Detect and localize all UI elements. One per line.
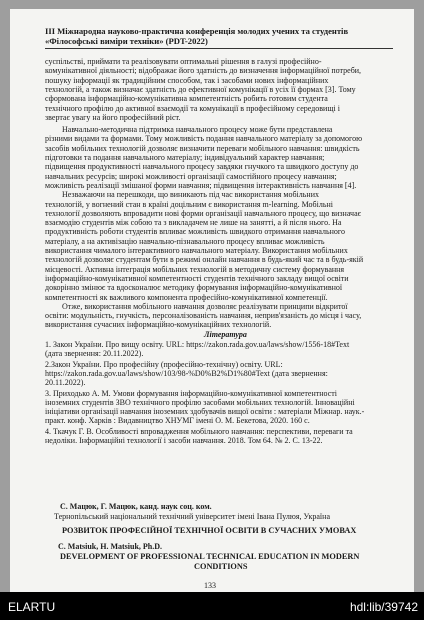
body-line: місцевості. Активна інтеграція мобільних технологій в методичну систему формування — [45, 264, 345, 274]
body-line: навчальних ресурсів; широкі можливості організації самостійного процесу навчання; — [45, 171, 337, 181]
article-title-en-line-2: CONDITIONS — [194, 562, 248, 571]
footer-right-handle: hdl:lib/39742 — [349, 600, 418, 614]
body-line: інформаційно-комунікативної компетентності студентів технічного закладу вищої освіти — [45, 273, 349, 283]
body-line: можливість реалізації змішаної форми навчання; підвищення інтерактивність навчання [4]. — [45, 180, 357, 190]
conference-header-line-2: «Філософські виміри техніки» (PDT-2022) — [45, 36, 208, 46]
reference-line: 2.Закон України. Про професійну (професійно-технічну) освіту. URL: — [45, 359, 283, 369]
reference-line: 20.11.2022). — [45, 378, 86, 388]
reference-line: недоліки. Інформаційні технології і засоби навчання. 2018. Том 64. № 2. С. 13-22. — [45, 436, 323, 445]
reference-line: ініціативи організації навчання іноземних здобувачів вищої освіти : матеріали Міжнар. наук.- — [45, 407, 365, 417]
body-line: використання сучасних інформаційно-комунікаційних технологій. — [45, 320, 272, 330]
body-line: підготовки та подання навчального матеріалу; індивідуальний характер навчання; — [45, 153, 325, 162]
author-line-ua: С. Мацюк, Г. Мацюк, канд. наук соц. ком. — [60, 502, 212, 511]
body-line: технологій, а також визначає здатність до ефективної комунікації в усіх її формах [3]. Тому — [45, 84, 356, 94]
reference-line: практ. конф. Харків : Видавництво ХНУМГ імені О. М. Бекетова, 2020. 160 с. — [45, 416, 310, 426]
body-line: суспільстві, приймати та реалізовувати оптимальні рішення в галузі професійно- — [45, 57, 322, 66]
body-line: Навчально-методична підтримка навчального процесу може бути представлена — [62, 125, 333, 135]
body-line: різними видами та формами. Тому можливість подання навчального матеріалу за допомогою — [45, 134, 363, 144]
body-line: технічного профілю до активної взаємодії та комунікації в професійному середовищі і — [45, 103, 340, 113]
affiliation-line: Тернопільський національний технічний університет імені Івана Пулюя, Україна — [54, 512, 330, 521]
body-line: технологій дозволяє студентам бути в режимі онлайн навчання в будь-який час та в будь-якій — [45, 255, 364, 265]
reference-line: 1. Закон України. Про вищу освіту. URL: https://zakon.rada.gov.ua/laws/show/1556-18#Text — [45, 340, 350, 349]
footer-left-label: ELARTU — [8, 600, 56, 614]
body-line: технології дозволяють впровадити нові форми організації навчального процесу, що визначає — [45, 208, 362, 218]
body-line: звертає увагу на його професійний ріст. — [45, 112, 181, 122]
body-line: комунікативної діяльності; відображає його здатність до визначення інформаційної потреби, — [45, 66, 362, 76]
body-line: освіти: модульність, гнучкість, персоналізованість навчання, неприв'язаність до місця і часу, — [45, 311, 362, 321]
body-line: сформована інформаційно-комунікативна компетентність робить готовим студента — [45, 94, 328, 104]
reference-line: 4. Ткачук Г. В. Особливості впровадження мобільного навчання: перспективи, переваги та — [45, 426, 353, 436]
page-number: 133 — [204, 581, 216, 590]
reference-line: https://zakon.rada.gov.ua/laws/show/103/98-%D0%B2%D1%80#Text (дата звернення: — [45, 368, 328, 378]
body-line: використання чималого інтерактивного навчального матеріалу. Використання мобільних — [45, 246, 348, 255]
conference-header-line-1: III Міжнародна науково-практична конференція молодих учених та студентів — [45, 26, 349, 36]
body-line: підвищення продуктивності навчального процесу завдяки гнучкого та швидкого доступу до — [45, 162, 359, 172]
article-title-en-line-1: DEVELOPMENT OF PROFESSIONAL TECHNICAL EDUCATION IN MODERN — [60, 552, 360, 561]
body-line: матеріалу, а на активізацію навчально-пізнавального процесу впливає можливість — [45, 236, 325, 246]
reference-line: (дата звернення: 20.11.2022). — [45, 349, 144, 359]
body-line: Незважаючи на перешкоди, що виникають під час використання мобільних — [62, 190, 319, 200]
body-line: компетентності як важливого компонента професійно-комунікативної компетенції. — [45, 292, 328, 302]
body-line: пошуку інформації як традиційним способом, так і засобами нових інформаційних — [45, 75, 329, 85]
body-line: докорінно змінює та вдосконалює методику формування інформаційно-комунікативної — [45, 283, 343, 293]
reference-line: іноземних студентів ЗВО технічного профілю засобами мобільних технологій. Інноваційні — [45, 397, 355, 407]
body-line: продуктивність роботи студентів впливає можливість швидкого отримання навчального — [45, 227, 345, 237]
body-line: технологій, у вогнений стан в країні доцільним є використання m-learning. Мобільні — [45, 199, 333, 209]
author-line-en: С. Matsiuk, H. Matsiuk, Ph.D. — [58, 542, 163, 551]
body-line: засобів мобільних технологій дозволяє визначити переваги мобільного навчання: швидкість — [45, 143, 360, 153]
article-title-ua: РОЗВИТОК ПРОФЕСІЙНОЇ ТЕХНІЧНОЇ ОСВІТИ В СУЧАСНИХ УМОВАХ — [62, 526, 357, 535]
literature-heading: Література — [204, 329, 247, 339]
body-line: взаємодію студентів між собою та з викладачем не лише на занятті, а й після нього. На — [45, 218, 342, 228]
reference-line: 3. Приходько А. М. Умови формування інформаційно-комунікативної компетентності — [45, 388, 337, 398]
repository-footer-bar — [0, 592, 424, 620]
header-rule — [45, 48, 393, 49]
body-line: Отже, використання мобільного навчання дозволяє реалізувати принципи відкритої — [62, 301, 348, 311]
